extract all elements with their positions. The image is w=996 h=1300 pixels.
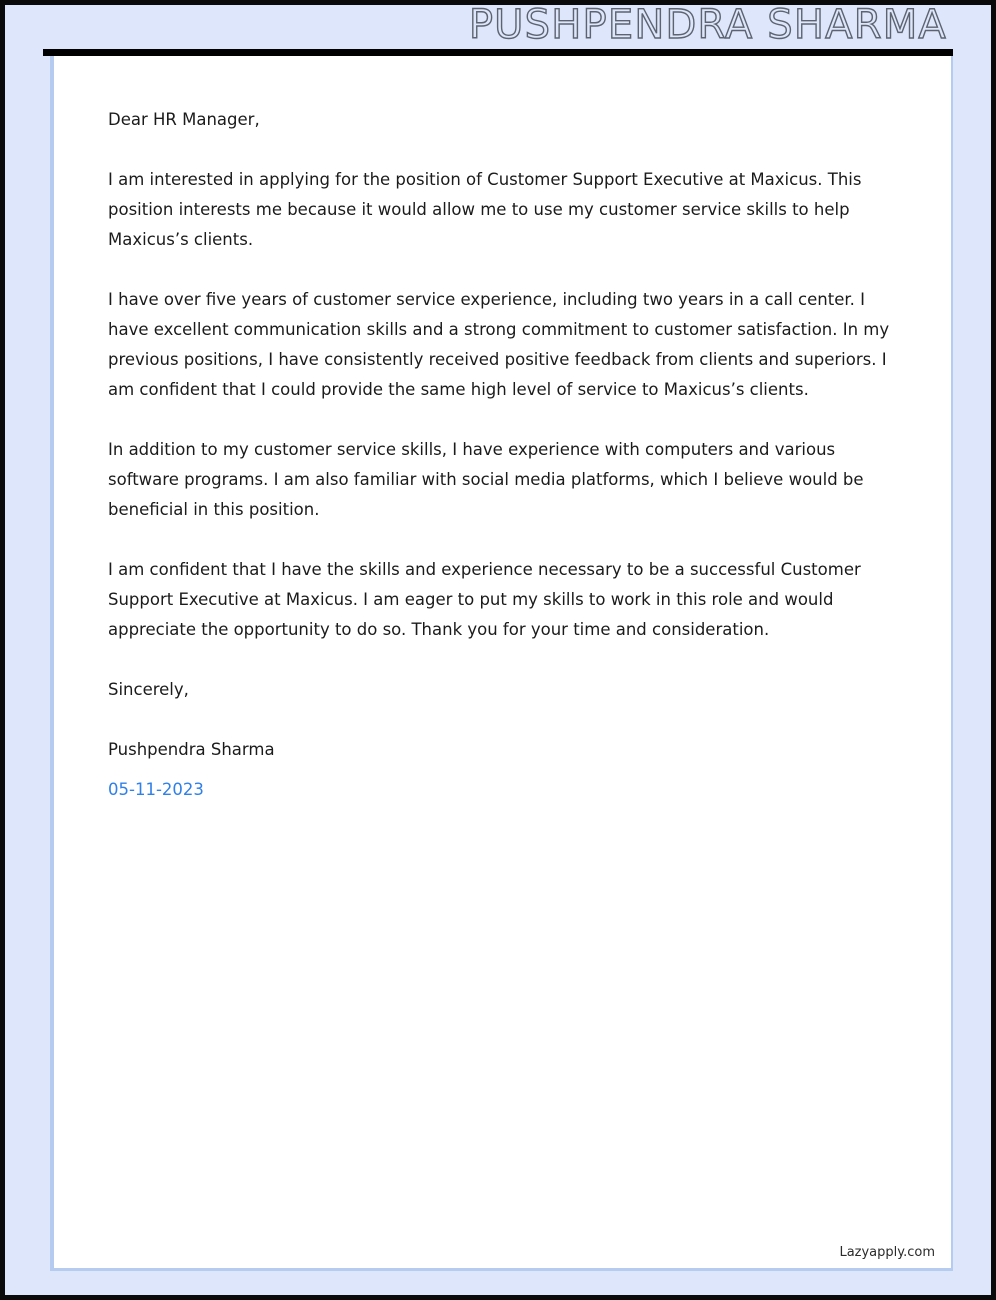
letter-body	[108, 105, 908, 805]
letter-salutation: Dear HR Manager,	[108, 110, 260, 129]
letter-paragraph-1: I am interested in applying for the position of Customer Support Executive at Maxicus. This position interests me because it would allow me to use my customer service skills to help Maxicus’s clients.	[108, 170, 862, 249]
letter-sheet	[50, 56, 953, 1271]
document-header	[5, 2, 991, 49]
footer-watermark: Lazyapply.com	[839, 1245, 935, 1260]
page-frame	[5, 2, 991, 1295]
signature-name: Pushpendra Sharma	[108, 740, 275, 759]
header-divider-rule	[43, 49, 953, 56]
letter-paragraph-2: I have over five years of customer service experience, including two years in a call center. I have excellent communication skills and a strong commitment to customer satisfaction. In my previous positions, I have consistently received positive feedback from clients and superiors. I am confident that I could provide the same high level of service to Maxicus’s clients.	[108, 290, 890, 399]
page-title: PUSHPENDRA SHARMA	[468, 2, 947, 48]
letter-paragraph-3: In addition to my customer service skills, I have experience with computers and various software programs. I am also familiar with social media platforms, which I believe would be beneficial in this position.	[108, 440, 864, 519]
letter-date: 05-11-2023	[108, 780, 204, 799]
letter-paragraph-4: I am confident that I have the skills and experience necessary to be a successful Customer Support Executive at Maxicus. I am eager to put my skills to work in this role and would appreciate the opportunity to do so. Thank you for your time and consideration.	[108, 560, 861, 639]
letter-closing: Sincerely,	[108, 680, 189, 699]
